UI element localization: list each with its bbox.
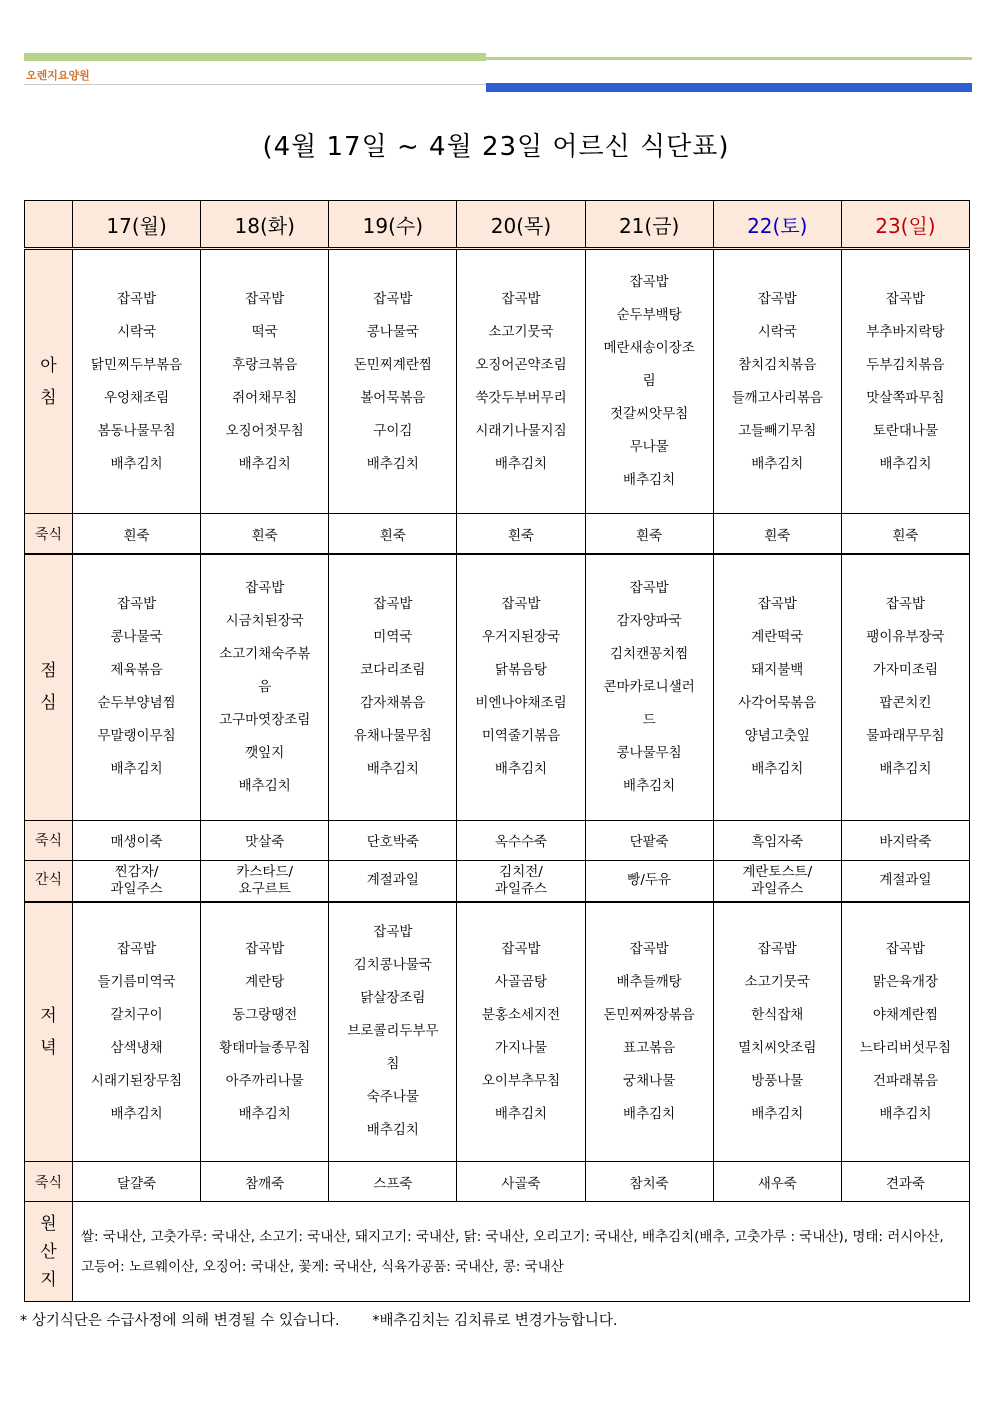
porridge-cell: 새우죽 bbox=[713, 1162, 841, 1202]
origin-text: 쌀: 국내산, 고춧가루: 국내산, 소고기: 국내산, 돼지고기: 국내산, 닭: 국내산, 오리고기: 국내산, 배추김치(배추, 고춧가루 : 국내산), 명태: 러시아산, 고등어: 노르웨이산, 오징어: 국내산, 꽃게: 국내산, 식육가공품: 국내산, 콩: 국내산 bbox=[73, 1202, 970, 1302]
origin-row bbox=[25, 1202, 970, 1302]
footer-note: * 상기식단은 수급사정에 의해 변경될 수 있습니다. bbox=[20, 1313, 340, 1329]
header-bar-green-right bbox=[486, 57, 972, 60]
lunch-label: 점 심 bbox=[25, 554, 73, 820]
origin-label: 원 산 지 bbox=[25, 1202, 73, 1302]
breakfast-menu-cell: 잡곡밥 순두부백탕 메란새송이장조 림 젓갈씨앗무침 무나물 배추김치 bbox=[585, 249, 713, 514]
porridge-cell: 단팥죽 bbox=[585, 820, 713, 860]
breakfast-menu-cell: 잡곡밥 소고기뭇국 오징어곤약조림 쑥갓두부버무리 시래기나물지짐 배추김치 bbox=[457, 249, 585, 514]
dinner-menu-cell: 잡곡밥 소고기뭇국 한식잡채 멸치씨앗조림 방풍나물 배추김치 bbox=[713, 902, 841, 1162]
porridge-cell: 흰죽 bbox=[713, 514, 841, 555]
lunch-menu-cell: 잡곡밥 미역국 코다리조림 감자채볶음 유채나물무침 배추김치 bbox=[329, 554, 457, 820]
lunch-menu-cell: 잡곡밥 우거지된장국 닭볶음탕 비엔나야채조림 미역줄기볶음 배추김치 bbox=[457, 554, 585, 820]
breakfast-menu-cell: 잡곡밥 콩나물국 돈민찌계란찜 볼어묵볶음 구이김 배추김치 bbox=[329, 249, 457, 514]
lunch-menu-cell: 잡곡밥 계란떡국 돼지불백 사각어묵볶음 양념고춧잎 배추김치 bbox=[713, 554, 841, 820]
dinner-menu-cell: 잡곡밥 김치콩나물국 닭살장조림 브로콜리두부무 침 숙주나물 배추김치 bbox=[329, 902, 457, 1162]
dinner-menu-cell: 잡곡밥 들기름미역국 갈치구이 삼색냉채 시래기된장무침 배추김치 bbox=[73, 902, 201, 1162]
day-header: 17(월) bbox=[73, 201, 201, 249]
footer-notes bbox=[20, 1309, 645, 1330]
logo: 오렌지요양원 bbox=[26, 69, 90, 82]
breakfast-menu-cell: 잡곡밥 부추바지락탕 두부김치볶음 맛살쪽파무침 토란대나물 배추김치 bbox=[841, 249, 969, 514]
day-header: 22(토) bbox=[713, 201, 841, 249]
header-bar-green-left bbox=[24, 53, 486, 61]
porridge-cell: 바지락죽 bbox=[841, 820, 969, 860]
dinner-porridge-row bbox=[25, 1162, 970, 1202]
snack-cell: 계절과일 bbox=[841, 860, 969, 902]
breakfast-menu-cell: 잡곡밥 떡국 후랑크볶음 쥐어채무침 오징어젓무침 배추김치 bbox=[201, 249, 329, 514]
corner-cell bbox=[25, 201, 73, 249]
porridge-cell: 흰죽 bbox=[457, 514, 585, 555]
lunch-menu-cell: 잡곡밥 감자양파국 김치캔꽁치찜 콘마카로니샐러 드 콩나물무침 배추김치 bbox=[585, 554, 713, 820]
breakfast-label: 아 침 bbox=[25, 249, 73, 514]
lunch-menu-cell: 잡곡밥 팽이유부장국 가자미조림 팝콘치킨 물파래무무침 배추김치 bbox=[841, 554, 969, 820]
snack-cell: 김치전/ 과일쥬스 bbox=[457, 860, 585, 902]
porridge-cell: 단호박죽 bbox=[329, 820, 457, 860]
lunch-porridge-row bbox=[25, 820, 970, 860]
dinner-menu-cell: 잡곡밥 사골곰탕 분홍소세지전 가지나물 오이부추무침 배추김치 bbox=[457, 902, 585, 1162]
porridge-label: 죽식 bbox=[25, 820, 73, 860]
breakfast-row bbox=[25, 249, 970, 514]
snack-cell: 계절과일 bbox=[329, 860, 457, 902]
lunch-menu-cell: 잡곡밥 콩나물국 제육볶음 순두부양념찜 무말랭이무침 배추김치 bbox=[73, 554, 201, 820]
porridge-cell: 흰죽 bbox=[841, 514, 969, 555]
porridge-label: 죽식 bbox=[25, 514, 73, 555]
porridge-cell: 흰죽 bbox=[201, 514, 329, 555]
snack-cell: 계란토스트/ 과일쥬스 bbox=[713, 860, 841, 902]
snack-cell: 카스타드/ 요구르트 bbox=[201, 860, 329, 902]
dinner-label: 저 녁 bbox=[25, 902, 73, 1162]
day-header: 19(수) bbox=[329, 201, 457, 249]
page-title: (4월 17일 ~ 4월 23일 어르신 식단표) bbox=[262, 132, 730, 162]
day-header: 23(일) bbox=[841, 201, 969, 249]
snack-cell: 찐감자/ 과일주스 bbox=[73, 860, 201, 902]
porridge-cell: 참치죽 bbox=[585, 1162, 713, 1202]
porridge-cell: 흰죽 bbox=[585, 514, 713, 555]
snack-cell: 빵/두유 bbox=[585, 860, 713, 902]
header-divider bbox=[24, 84, 486, 85]
menu-table bbox=[24, 200, 970, 1302]
dinner-menu-cell: 잡곡밥 맑은육개장 야채계란찜 느타리버섯무침 건파래볶음 배추김치 bbox=[841, 902, 969, 1162]
porridge-cell: 견과죽 bbox=[841, 1162, 969, 1202]
day-header: 21(금) bbox=[585, 201, 713, 249]
porridge-cell: 사골죽 bbox=[457, 1162, 585, 1202]
day-header: 20(목) bbox=[457, 201, 585, 249]
porridge-cell: 흑임자죽 bbox=[713, 820, 841, 860]
day-header: 18(화) bbox=[201, 201, 329, 249]
header-bar-blue bbox=[486, 83, 972, 92]
snack-label: 간식 bbox=[25, 860, 73, 902]
dinner-menu-cell: 잡곡밥 배추들깨탕 돈민찌짜장볶음 표고볶음 궁채나물 배추김치 bbox=[585, 902, 713, 1162]
footer-note: *배추김치는 김치류로 변경가능합니다. bbox=[372, 1313, 618, 1329]
porridge-cell: 흰죽 bbox=[73, 514, 201, 555]
porridge-cell: 맛살죽 bbox=[201, 820, 329, 860]
porridge-cell: 매생이죽 bbox=[73, 820, 201, 860]
porridge-cell: 흰죽 bbox=[329, 514, 457, 555]
breakfast-menu-cell: 잡곡밥 시락국 닭민찌두부볶음 우엉채조림 봄동나물무침 배추김치 bbox=[73, 249, 201, 514]
dinner-menu-cell: 잡곡밥 계란탕 동그랑땡전 황태마늘종무침 아주까리나물 배추김치 bbox=[201, 902, 329, 1162]
lunch-row bbox=[25, 554, 970, 820]
porridge-cell: 옥수수죽 bbox=[457, 820, 585, 860]
porridge-cell: 달걀죽 bbox=[73, 1162, 201, 1202]
porridge-cell: 참깨죽 bbox=[201, 1162, 329, 1202]
porridge-cell: 스프죽 bbox=[329, 1162, 457, 1202]
snack-row bbox=[25, 860, 970, 902]
breakfast-porridge-row bbox=[25, 514, 970, 555]
breakfast-menu-cell: 잡곡밥 시락국 참치김치볶음 들깨고사리볶음 고들빼기무침 배추김치 bbox=[713, 249, 841, 514]
porridge-label: 죽식 bbox=[25, 1162, 73, 1202]
day-header-row bbox=[25, 201, 970, 249]
dinner-row bbox=[25, 902, 970, 1162]
lunch-menu-cell: 잡곡밥 시금치된장국 소고기채숙주볶 음 고구마엿장조림 깻잎지 배추김치 bbox=[201, 554, 329, 820]
